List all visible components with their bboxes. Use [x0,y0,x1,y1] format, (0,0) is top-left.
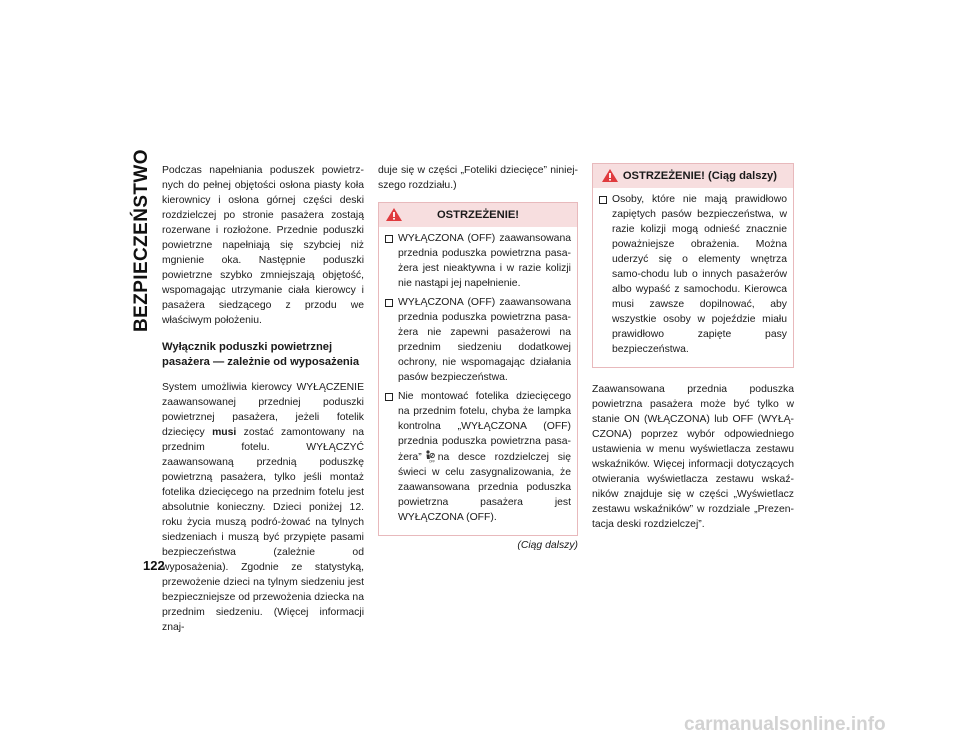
square-bullet-icon [599,196,607,204]
svg-text:OFF: OFF [428,459,435,463]
column-2 [378,163,578,553]
warning-item-text: Nie montować fotelika dziecięcego na przednim fotelu, chyba że lampka kontrolna „WYŁĄCZONA (OFF) przednia poduszka powietrzna pasa-żera” [398,391,571,463]
section-heading-passenger-airbag-switch: Wyłącznik poduszki powietrznej pasażera — zależnie od wyposażenia [162,341,360,368]
warning-item [385,389,571,525]
square-bullet-icon [385,393,393,401]
warning-item-text: Osoby, które nie mają prawidłowo zapiętych pasów bezpieczeństwa, w razie kolizji mogą odnieść znacznie poważniejsze obrażenia. Można uderzyć się o elementy wnętrza samo-chodu lub o innych pasażerów albo wypaść z samochodu. Kierowca musi zawsze dopilnować, aby wszystkie osoby w pojeździe miału prawidłowo zapięte pasy bezpieczeństwa. [612,194,787,355]
warning-item-text: na desce rozdzielczej się świeci w celu zasygnalizowania, że zaawansowana przednia poduszka powietrzna pasażera jest WYŁĄCZONA (OFF). [398,452,571,523]
warning-title: OSTRZEŻENIE! (Ciąg dalszy) [622,170,777,182]
warning-header [593,164,793,188]
warning-item [599,192,787,357]
warning-box [378,202,578,536]
paragraph-airbag-deployment: Podczas napełniania poduszek powietrz-nych do pełnej objętości osłona piasty koła kierownicy i osłona górnej części deski rozdzielczej po stronie pasażera zostają rozerwane i rozłożone. Przednie poduszki powietrzne napełniają się szybciej niż mgnienie oka. Następnie poduszki powietrzne szybko zmniejszają objętość, wspomagając utrzymanie ciała kierowcy i pasażera siedzącego z przodu we właściwym położeniu. [162,165,364,326]
paragraph-switch-menu: Zaawansowana przednia poduszka powietrzna pasażera może być tylko w stanie ON (WŁĄCZONA) lub OFF (WYŁĄ-CZONA) poprzez wybór odpowiedniego ustawienia w menu wyświetlacza zestawu wskaźników. Więcej informacji dotyczących otwierania wyświetlacza zestawu wskaź-ników znajduje się w części „Wyświetlacz zestawu wskaźników” w rozdziale „Prezen-tacja deski rozdzielczej”. [592,384,794,530]
warning-list [379,227,577,531]
emphasis-text: musi [212,427,237,438]
warning-item [385,231,571,291]
warning-box-continued [592,163,794,368]
airbag-off-indicator-icon [425,449,435,463]
column-3 [592,163,794,532]
watermark: carmanualsonline.info [684,714,886,735]
paragraph-switch-description [162,380,364,635]
warning-item-text: WYŁĄCZONA (OFF) zaawansowana przednia poduszka powietrzna pasa-żera jest nieaktywna i w razie kolizji nie nastąpi jej napełnienie. [398,233,571,289]
section-side-title: BEZPIECZEŃSTWO [131,149,152,332]
page-number: 122 [143,558,165,573]
warning-item [385,295,571,385]
warning-triangle-icon [385,207,403,222]
continued-label: (Ciąg dalszy) [517,540,578,551]
column-1 [162,163,364,635]
square-bullet-icon [385,235,393,243]
warning-header [379,203,577,227]
text-segment: zostać zamontowany na przednim fotelu. WYŁĄCZYĆ zaawansowaną przednią poduszkę powietrzną pasażera, tylko jeśli montaż fotelika dziecięcego na przednim fotelu jest absolutnie konieczny. Dzieci poniżej 12. roku życia muszą podró-żować na tylnych siedzeniach i muszą być przypięte pasami bezpieczeństwa (zależnie od wyposażenia). Zgodnie ze statystyką, przewożenie dzieci na tylnym siedzeniu jest bezpieczniejsze od przewożenia dziecka na przednim siedzeniu. (Więcej informacji znaj- [162,427,364,633]
warning-title: OSTRZEŻENIE! [436,209,520,221]
warning-list [593,188,793,363]
paragraph-continuation: duje się w części „Foteliki dziecięce” niniej-szego rozdziału.) [378,165,578,191]
warning-item-text: WYŁĄCZONA (OFF) zaawansowana przednia poduszka powietrzna pasa-żera nie zapewni pasażerowi na przednim siedzeniu dodatkowej ochrony, nie wspomagając działania pasów bezpieczeństwa. [398,297,571,383]
warning-triangle-icon [601,168,619,183]
text-segment: System umożliwia kierowcy WYŁĄCZENIE zaawansowanej przedniej poduszki powietrznej pasażera, jeżeli fotelik dziecięcy [162,382,364,438]
square-bullet-icon [385,299,393,307]
